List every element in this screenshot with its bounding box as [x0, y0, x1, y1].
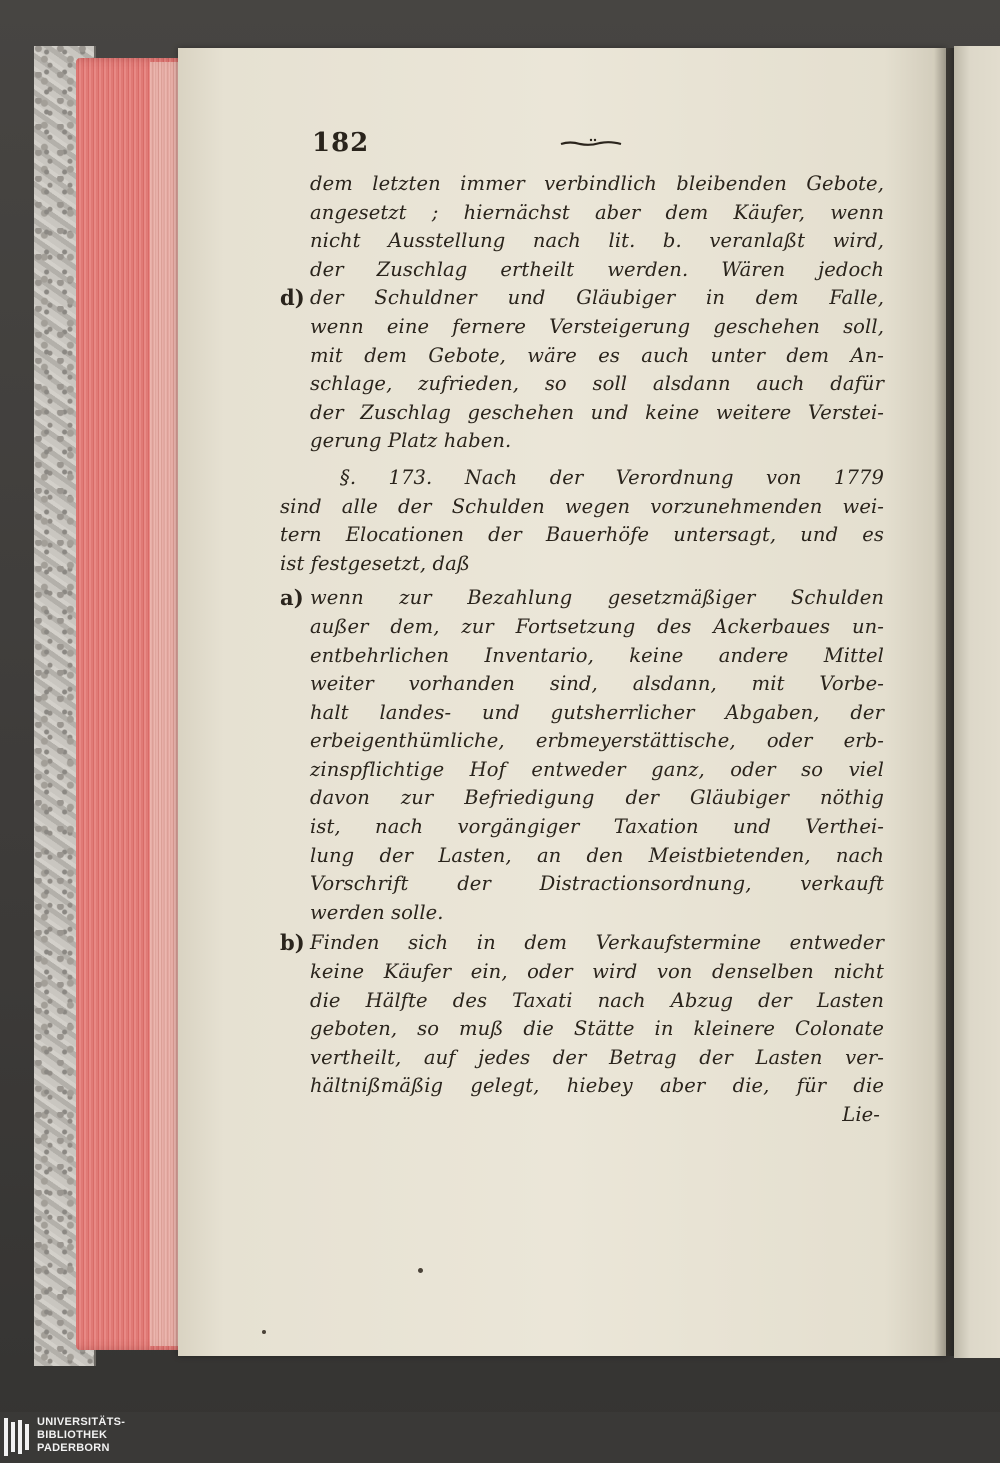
- section-heading-line: §. 173. Nach der Verordnung von 1779: [340, 465, 884, 489]
- text-line: wenn eine fernere Versteigerung geschehen soll,: [310, 314, 884, 338]
- text-line: außer dem, zur Fortsetzung des Ackerbaues un-: [310, 614, 884, 638]
- list-item-b: [280, 929, 884, 1101]
- text-line: erbeigenthümliche, erbmeyerstättische, oder erb-: [310, 729, 884, 753]
- text-line: wenn zur Bezahlung gesetzmäßiger Schulden: [310, 586, 884, 610]
- ink-speck: [262, 1330, 266, 1334]
- text-line: der Zuschlag geschehen und keine weitere Verstei-: [310, 400, 884, 424]
- logo-line: UNIVERSITÄTS-: [37, 1416, 126, 1428]
- text-line: sind alle der Schulden wegen vorzunehmenden wei-: [280, 494, 884, 518]
- text-line: schlage, zufrieden, so soll alsdann auch dafür: [310, 372, 884, 396]
- text-line: tern Elocationen der Bauerhöfe untersagt, und es: [280, 523, 884, 547]
- body-text: [280, 170, 884, 1130]
- text-line: angesetzt ; hiernächst aber dem Käufer, wenn: [310, 200, 884, 224]
- list-item-a: [280, 584, 884, 927]
- text-line: Finden sich in dem Verkaufstermine entweder: [310, 931, 884, 955]
- library-logo-icon: [4, 1418, 29, 1456]
- list-item-d: [280, 284, 884, 456]
- text-line: dem letzten immer verbindlich bleibenden Gebote,: [310, 172, 884, 195]
- catchword: Lie-: [842, 1103, 880, 1126]
- text-line: davon zur Befriedigung der Gläubiger nöthig: [310, 786, 884, 810]
- item-marker: b): [280, 930, 305, 956]
- page-number: 182: [312, 128, 370, 158]
- intro-paragraph: [310, 170, 884, 284]
- text-line: entbehrlichen Inventario, keine andere Mittel: [310, 643, 884, 667]
- text-line: nicht Ausstellung nach lit. b. veranlaßt wird,: [310, 229, 884, 253]
- item-marker: d): [280, 285, 305, 311]
- footer-strip: [0, 1412, 1000, 1463]
- text-line: Vorschrift der Distractionsordnung, verkauft: [310, 872, 884, 896]
- text-line: halt landes- und gutsherrlicher Abgaben, der: [310, 700, 884, 724]
- page-gutter: [934, 48, 954, 1356]
- page-header: [310, 120, 884, 170]
- text-line: ist, nach vorgängiger Taxation und Verthei-: [310, 815, 884, 839]
- item-marker: a): [280, 585, 304, 611]
- section-173: [280, 464, 884, 578]
- text-line: vertheilt, auf jedes der Betrag der Lasten ver-: [310, 1045, 884, 1069]
- text-line: ist festgesetzt, daß: [280, 551, 470, 575]
- text-line: werden solle.: [310, 900, 444, 924]
- facing-page: [954, 46, 1000, 1358]
- text-line: mit dem Gebote, wäre es auch unter dem An-: [310, 343, 884, 367]
- text-line: geboten, so muß die Stätte in kleinere Colonate: [310, 1017, 884, 1041]
- text-line: weiter vorhanden sind, alsdann, mit Vorbe-: [310, 672, 884, 696]
- text-line: zinspflichtige Hof entweder ganz, oder so viel: [310, 757, 884, 781]
- text-line: keine Käufer ein, oder wird von denselben nicht: [310, 960, 884, 984]
- library-logo-text: [37, 1416, 125, 1455]
- header-ornament-icon: [560, 138, 622, 148]
- text-line: der Schuldner und Gläubiger in dem Falle,: [310, 286, 884, 310]
- text-line: gerung Platz haben.: [310, 429, 512, 453]
- text-line: die Hälfte des Taxati nach Abzug der Lasten: [310, 988, 884, 1012]
- logo-line: BIBLIOTHEK: [37, 1429, 108, 1441]
- text-line: der Zuschlag ertheilt werden. Wären jedoch: [310, 257, 884, 281]
- text-line: lung der Lasten, an den Meistbietenden, nach: [310, 843, 884, 867]
- text-line: hältnißmäßig gelegt, hiebey aber die, für die: [310, 1074, 884, 1098]
- library-logo: [4, 1416, 125, 1460]
- logo-line: PADERBORN: [37, 1442, 110, 1454]
- page-text: [280, 120, 884, 1130]
- ink-speck: [418, 1268, 423, 1273]
